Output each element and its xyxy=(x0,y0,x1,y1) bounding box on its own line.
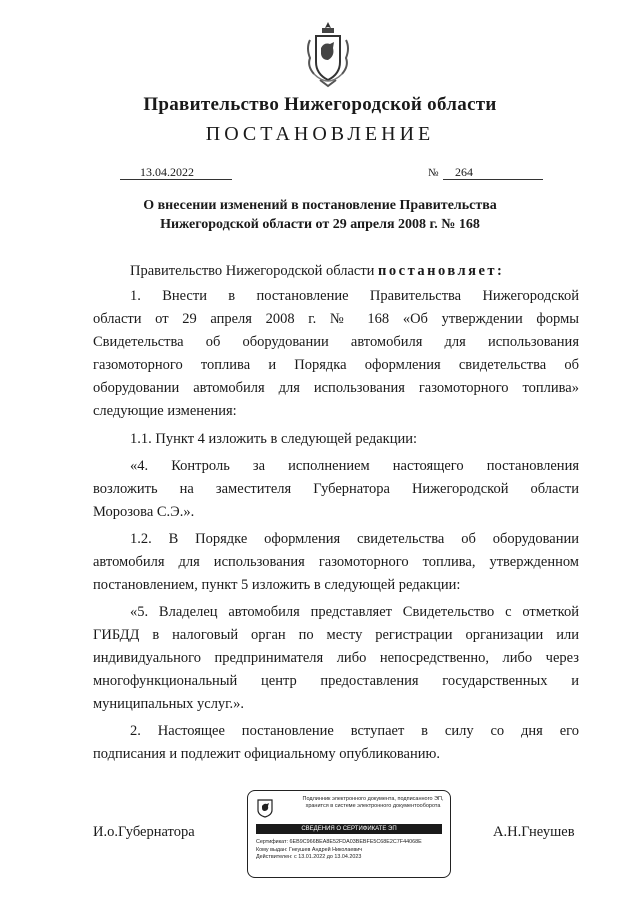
stamp-emblem-icon xyxy=(256,798,274,818)
stamp-certificate: Сертификат: 6EB9C966BEA8E52FDA03BEBFE5C68E2C7F44068E xyxy=(256,839,422,845)
document-subject xyxy=(95,196,545,234)
body-line: возложить на заместителя Губернатора Нижегородской области xyxy=(93,481,579,497)
signatory-name: А.Н.Гнеушев xyxy=(493,824,575,840)
intro-prefix: Правительство Нижегородской области xyxy=(130,263,379,279)
body-line: «5. Владелец автомобиля представляет Свидетельство с отметкой xyxy=(130,604,579,620)
signatory-position: И.о.Губернатора xyxy=(93,824,195,840)
body-line: постановлением, пункт 5 изложить в следующей редакции: xyxy=(93,577,461,593)
body-line: 2. Настоящее постановление вступает в силу со дня его xyxy=(130,723,579,739)
subject-line: О внесении изменений в постановление Правительства xyxy=(143,198,497,213)
stamp-info xyxy=(256,839,446,862)
subject-line: Нижегородской области от 29 апреля 2008 г. № 168 xyxy=(160,217,480,232)
body-line: многофункциональный центр предоставления государственных и xyxy=(93,673,579,689)
body-line: ГИБДД в налоговый орган по месту регистрации организации или xyxy=(93,627,579,643)
body-line: области от 29 апреля 2008 г. № 168 «Об утверждении формы xyxy=(93,311,579,327)
intro-line xyxy=(93,262,579,280)
stamp-note: Подлинник электронного документа, подписанного ЭП, хранится в системе электронного документооборота xyxy=(302,796,444,809)
document-number: 264 xyxy=(443,165,543,180)
body-line: 1. Внести в постановление Правительства Нижегородской xyxy=(130,288,579,304)
body-line: Свидетельства об оборудовании автомобиля для использования xyxy=(93,334,579,350)
stamp-title: СВЕДЕНИЯ О СЕРТИФИКАТЕ ЭП xyxy=(256,824,442,834)
coat-of-arms-emblem xyxy=(304,18,352,90)
number-label: № xyxy=(428,167,439,179)
body-line: «4. Контроль за исполнением настоящего постановления xyxy=(130,458,579,474)
document-body xyxy=(93,262,579,772)
body-line: муниципальных услуг.». xyxy=(93,696,244,712)
document-type: ПОСТАНОВЛЕНИЕ xyxy=(205,123,435,145)
stamp-validity: Действителен: с 13.01.2022 до 13.04.2023 xyxy=(256,854,362,860)
body-line: индивидуального предпринимателя либо непосредственно, либо через xyxy=(93,650,579,666)
stamp-owner: Кому выдан: Гнеушев Андрей Николаевич xyxy=(256,846,363,853)
organization-title: Правительство Нижегородской области xyxy=(143,94,497,115)
body-line: газомоторного топлива и Порядка оформления свидетельства об xyxy=(93,357,579,373)
electronic-signature-stamp xyxy=(247,790,451,878)
intro-action: постановляет: xyxy=(378,263,505,279)
body-line: подписания и подлежит официальному опубликованию. xyxy=(93,746,440,762)
body-line: автомобиля для использования газомоторного топлива, утвержденном xyxy=(93,554,579,570)
body-line: следующие изменения: xyxy=(93,403,237,419)
body-line: 1.1. Пункт 4 изложить в следующей редакции: xyxy=(130,431,418,447)
body-line: 1.2. В Порядке оформления свидетельства об оборудовании xyxy=(130,531,579,547)
body-line: Морозова С.Э.». xyxy=(93,504,195,520)
body-line: оборудовании автомобиля для использования газомоторного топлива» xyxy=(93,380,579,396)
document-date: 13.04.2022 xyxy=(120,165,232,180)
